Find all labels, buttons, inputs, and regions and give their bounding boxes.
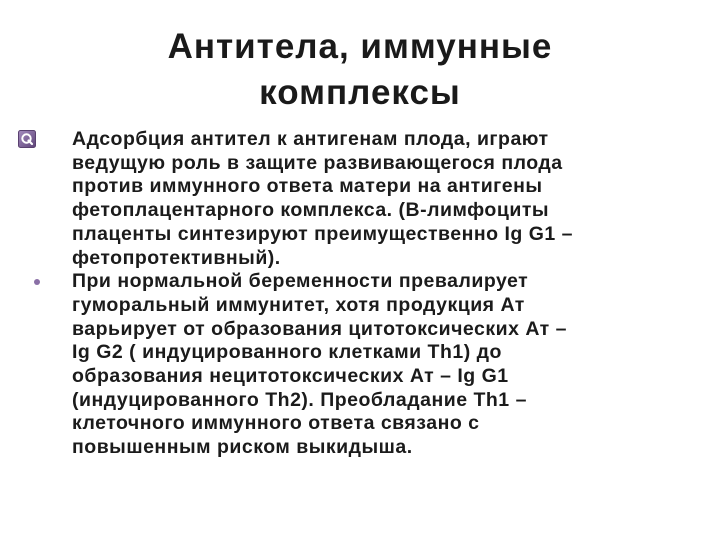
text-line: При нормальной беременности превалирует: [72, 270, 529, 293]
bullet-2-text: [72, 270, 708, 460]
text-line: (индуцированного Th2). Преобладание Th1 –: [72, 388, 527, 411]
title-line-1: Антитела, иммунные: [167, 27, 553, 66]
dot-bullet-icon: [34, 279, 40, 285]
text-line: плаценты синтезируют преимущественно Ig G1 –: [72, 222, 574, 245]
slide-body: [18, 128, 708, 460]
text-line: повышенным риском выкидыша.: [72, 436, 413, 459]
bullet-1-text: [72, 128, 708, 270]
bullet-item-1: [18, 128, 708, 270]
text-line: фетопротективный).: [72, 246, 281, 269]
text-line: варьирует от образования цитотоксических Ат –: [72, 317, 567, 340]
slide-title: [120, 24, 600, 116]
title-line-2: комплексы: [259, 73, 461, 112]
text-line: Адсорбция антител к антигенам плода, играют: [72, 128, 549, 150]
text-line: гуморальный иммунитет, хотя продукция Ат: [72, 293, 525, 316]
text-line: образования нецитотоксических Ат – Ig G1: [72, 365, 509, 388]
bullet-item-2: [18, 270, 708, 460]
text-line: фетоплацентарного комплекса. (В-лимфоциты: [72, 199, 550, 222]
text-line: клеточного иммунного ответа связано с: [72, 412, 480, 435]
text-line: Ig G2 ( индуцированного клетками Th1) до: [72, 341, 502, 364]
text-line: против иммунного ответа матери на антигены: [72, 175, 543, 198]
text-line: ведущую роль в защите развивающегося плода: [72, 151, 563, 174]
q-box-bullet-icon: [18, 130, 36, 148]
